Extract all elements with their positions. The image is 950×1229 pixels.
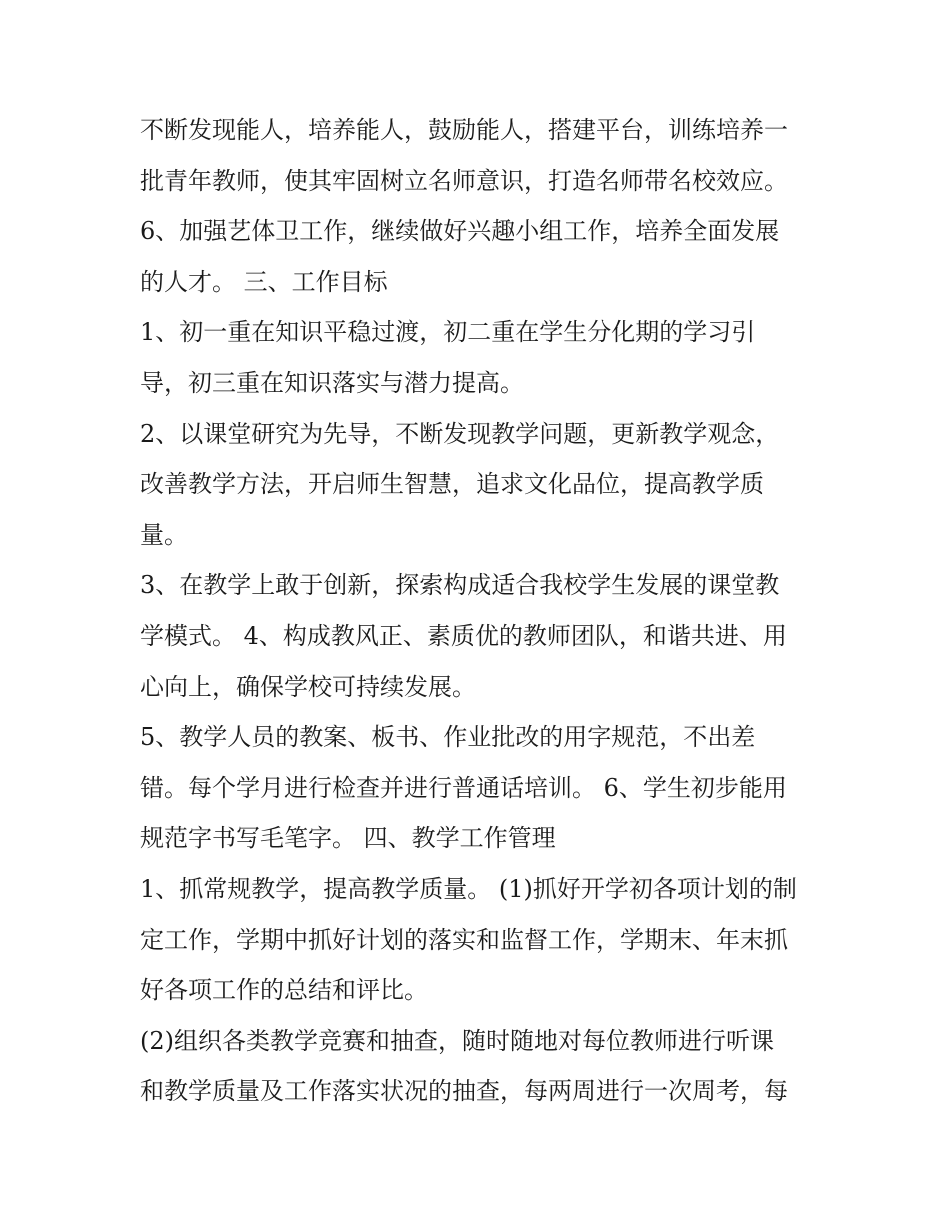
text-line: 1、初一重在知识平稳过渡，初二重在学生分化期的学习引 — [140, 318, 756, 347]
text-line: 6、加强艺体卫工作，继续做好兴趣小组工作，培养全面发展 — [140, 217, 780, 246]
text-line: 不断发现能人，培养能人，鼓励能人，搭建平台，训练培养一 — [140, 116, 788, 144]
text-line: 的人才。 三、工作目标 — [140, 267, 388, 296]
document-page — [140, 112, 840, 1124]
text-line: 批青年教师，使其牢固树立名师意识，打造名师带名校效应。 — [140, 166, 788, 195]
text-line: 学模式。 4、构成教风正、素质优的教师团队，和谐共进、用 — [140, 621, 787, 650]
text-line: 3、在教学上敢于创新，探索构成适合我校学生发展的课堂教 — [140, 571, 780, 600]
text-line: (2)组织各类教学竞赛和抽查，随时随地对每位教师进行听课 — [140, 1026, 774, 1055]
text-line: 好各项工作的总结和评比。 — [140, 976, 428, 1005]
text-line: 定工作，学期中抓好计划的落实和监督工作，学期末、年末抓 — [140, 925, 788, 954]
text-line: 导，初三重在知识落实与潜力提高。 — [140, 368, 524, 397]
text-line: 错。每个学月进行检查并进行普通话培训。 6、学生初步能用 — [140, 773, 787, 802]
text-line: 规范字书写毛笔字。 四、教学工作管理 — [140, 824, 556, 853]
text-line: 1、抓常规教学，提高教学质量。 (1)抓好开学初各项计划的制 — [140, 874, 797, 903]
text-line: 和教学质量及工作落实状况的抽查，每两周进行一次周考，每 — [140, 1077, 788, 1106]
text-line: 心向上，确保学校可持续发展。 — [140, 672, 476, 701]
text-line: 改善教学方法，开启师生智慧，追求文化品位，提高教学质 — [140, 470, 764, 499]
text-line: 2、以课堂研究为先导，不断发现教学问题，更新教学观念， — [140, 419, 780, 448]
text-line: 量。 — [140, 520, 188, 549]
text-line: 5、教学人员的教案、板书、作业批改的用字规范，不出差 — [140, 723, 756, 752]
